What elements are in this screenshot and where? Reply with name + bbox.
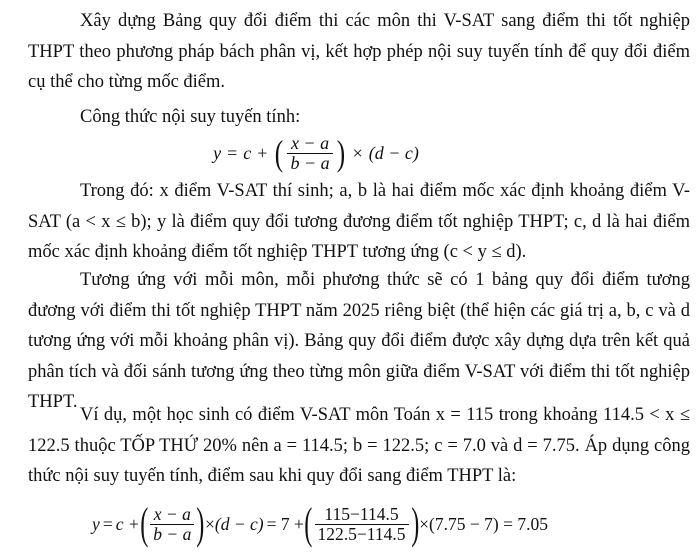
- example-c-plus: c +: [115, 513, 140, 534]
- example-eq1: =: [102, 513, 113, 534]
- example-left-paren-1: (: [139, 499, 148, 548]
- fraction-numerator: x − a: [290, 132, 330, 153]
- example-den2: 122.5−114.5: [317, 523, 406, 544]
- example-times2: ×: [419, 513, 430, 534]
- paragraph-example: Ví dụ, một học sinh có điểm V-SAT môn Toán x = 115 trong khoảng 114.5 < x ≤ 122.5 thuộc TỐP THỨ 20% nên a = 114.5; b = 122.5; c = 7.0 và d = 7.75. Áp dụng công thức nội suy tuyến tính, điểm sau khi quy đổi sang điểm THPT là:: [28, 405, 690, 486]
- intro-block: [28, 6, 690, 132]
- formula-tail: (d − c): [368, 142, 419, 163]
- example-num2: 115−114.5: [324, 503, 399, 524]
- paragraph-definitions: Trong đó: x điểm V-SAT thí sinh; a, b là hai điểm mốc xác định khoảng điểm V-SAT (a < x ≤ b); y là điểm quy đổi tương đương điểm tốt nghiệp THPT; c, d là hai điểm mốc xác định khoảng điểm tốt nghiệp THPT tương ứng (c < y ≤ d).: [28, 181, 690, 262]
- formula-lhs: y: [213, 142, 222, 163]
- example-lhs: y: [92, 513, 100, 534]
- example-fraction-2: [315, 505, 409, 544]
- paragraph-intro: Xây dựng Bảng quy đổi điểm thi các môn thi V-SAT sang điểm thi tốt nghiệp THPT theo phương pháp bách phân vị, kết hợp phép nội suy tuyến tính để quy đổi điểm cụ thể cho từng mốc điểm.: [28, 11, 690, 92]
- paragraph-formula-label: Công thức nội suy tuyến tính:: [80, 106, 301, 127]
- left-paren: (: [275, 133, 284, 173]
- interpolation-formula: [0, 127, 700, 179]
- example-right-paren-2: ): [410, 499, 419, 548]
- example-times1: ×: [205, 513, 215, 534]
- description-block: [28, 265, 690, 418]
- formula-times: ×: [352, 142, 363, 163]
- right-paren: ): [336, 133, 345, 173]
- formula-plus: +: [257, 142, 268, 163]
- example-block: [28, 400, 690, 492]
- example-fraction-1: [150, 505, 194, 544]
- worked-example-formula: [0, 496, 700, 552]
- fraction-denominator: b − a: [290, 152, 330, 173]
- example-right-paren-1: ): [196, 499, 205, 548]
- example-eq2: = 7 +: [266, 513, 304, 534]
- example-den1: b − a: [153, 523, 192, 544]
- example-left-paren-2: (: [304, 499, 313, 548]
- formula-c: c: [243, 142, 252, 163]
- example-mid1: (d − c): [214, 513, 264, 534]
- example-tail: (7.75 − 7) = 7.05: [429, 513, 548, 534]
- example-num1: x − a: [153, 503, 191, 524]
- formula-fraction: [287, 134, 332, 173]
- definitions-block: [28, 176, 690, 268]
- formula-equals: =: [227, 142, 238, 163]
- paragraph-description: Tương ứng với mỗi môn, mỗi phương thức sẽ có 1 bảng quy đổi điểm tương đương với điểm thi tốt nghiệp THPT năm 2025 riêng biệt (thể hiện các giá trị a, b, c và d tương ứng với mỗi khoảng phân vị). Bảng quy đổi điểm được xây dựng dựa trên kết quả phân tích và đối sánh tương ứng theo từng môn giữa điểm V-SAT với điểm thi tốt nghiệp THPT.: [28, 270, 690, 412]
